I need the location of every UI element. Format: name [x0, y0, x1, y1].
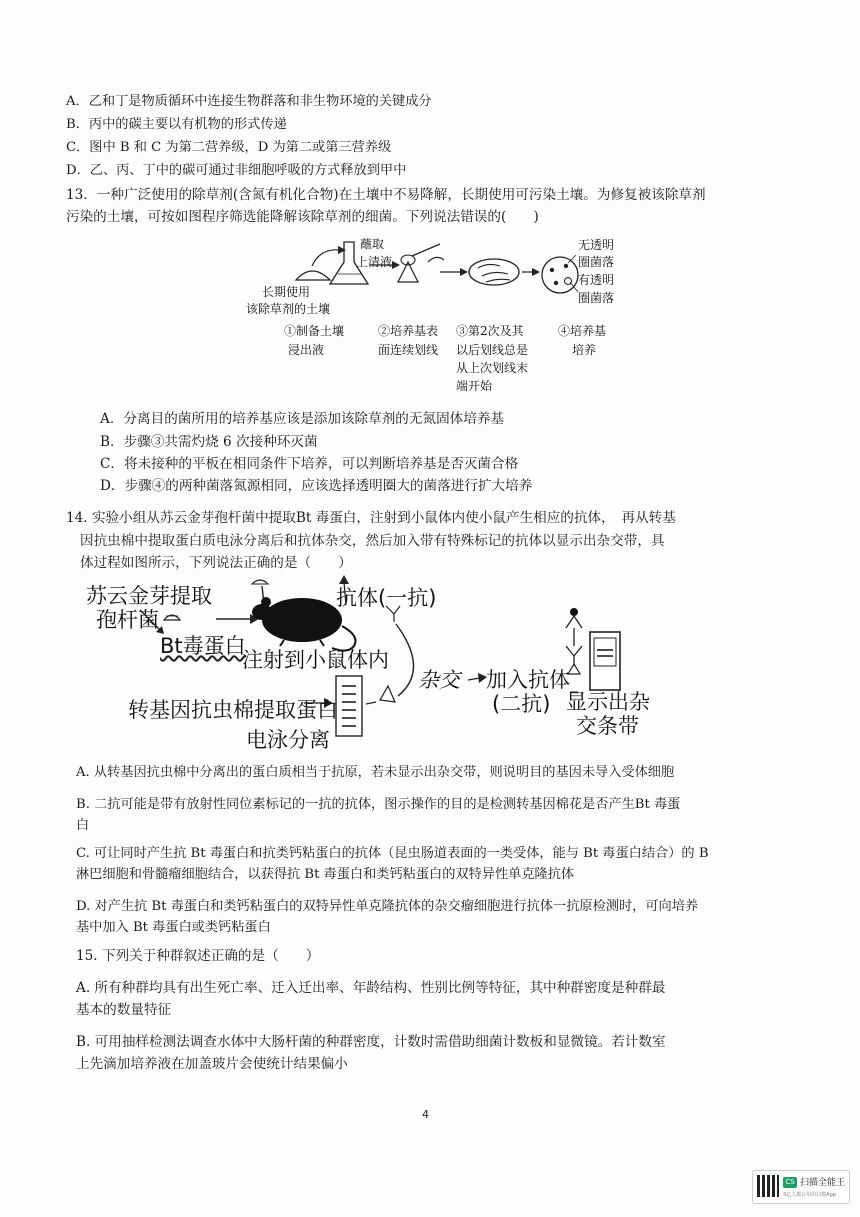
q15-option-b-line1: B. 可用抽样检测法调查水体中大肠杆菌的种群密度，计数时需借助细菌计数板和显微镜。若计数室 — [76, 1034, 666, 1050]
bacteria-label-1: 苏云金芽提取 — [86, 584, 212, 608]
step4-label-2: 培养 — [572, 343, 597, 357]
scanner-name: 扫描全能王 — [800, 1178, 846, 1188]
q12-option-a: A．乙和丁是物质循环中连接生物群落和非生物环境的关键成分 — [66, 94, 432, 109]
q13-stem-line1: 13．一种广泛使用的除草剂(含氮有机化合物)在土壤中不易降解，长期使用可污染土壤。为修复被该除草剂 — [66, 187, 706, 203]
q14-option-c-line2: 淋巴细胞和骨髓瘤细胞结合，以获得抗 Bt 毒蛋白和类钙粘蛋白的双特异性单克隆抗体 — [76, 867, 575, 882]
bacteria-label-2: 孢杆菌 — [96, 608, 159, 632]
q15-option-a-line1: A. 所有种群均具有出生死亡率、迁入迁出率、年龄结构、性别比例等特征，其中种群密度是种群最 — [76, 980, 666, 996]
page-number: 4 — [422, 1108, 429, 1121]
step1-label-2: 浸出液 — [288, 343, 325, 357]
colony-label-1: 无透明 — [578, 238, 615, 252]
colony-label-4: 圈菌落 — [578, 291, 615, 305]
q14-option-a: A. 从转基因抗虫棉中分离出的蛋白质相当于抗原，若未显示出杂交带，则说明目的基因未导入受体细胞 — [76, 765, 675, 780]
step3-label-1: ③第2次及其 — [456, 324, 524, 338]
q12-option-c: C．图中 B 和 C 为第二营养级，D 为第二或第三营养级 — [66, 140, 392, 155]
scanner-watermark — [752, 1170, 850, 1204]
q13-option-a: A．分离目的菌所用的培养基应该是添加该除草剂的无氮固体培养基 — [100, 411, 505, 427]
step1-label-1: ①制备土壤 — [284, 324, 345, 338]
camscanner-logo-icon: CS — [783, 1177, 797, 1188]
q14-option-d-line2: 基中加入 Bt 毒蛋白或类钙粘蛋白 — [76, 920, 271, 935]
q14-stem-line1: 14. 实验小组从苏云金芽孢杆菌中提取Bt 毒蛋白，注射到小鼠体内使小鼠产生相应的抗体， 再从转基 — [66, 510, 676, 526]
step4-label-1: ④培养基 — [558, 324, 607, 338]
q12-option-d: D．乙、丙、丁中的碳可通过非细胞呼吸的方式释放到甲中 — [66, 163, 407, 178]
supernatant-label-1: 蘸取 — [360, 237, 385, 251]
antibody1-label: 抗体(一抗) — [336, 586, 437, 610]
q14-option-c-line1: C. 可让同时产生抗 Bt 毒蛋白和抗类钙粘蛋白的抗体（昆虫肠道表面的一类受体，能与 Bt 毒蛋白结合）的 B — [76, 846, 709, 861]
colony-label-2: 圈菌落 — [578, 255, 615, 269]
q12-option-b: B．丙中的碳主要以有机物的形式传递 — [66, 117, 287, 132]
step3-label-2: 以后划线总是 — [456, 343, 529, 357]
gel-icon — [336, 676, 362, 736]
soil-label-2: 该除草剂的土壤 — [246, 302, 331, 316]
step2-label-2: 面连续划线 — [378, 343, 439, 357]
cotton-label-2: 电泳分离 — [246, 728, 330, 752]
colony-label-3: 有透明 — [578, 273, 615, 287]
show-band-label-1: 显示出杂 — [566, 690, 650, 714]
q15-option-b-line2: 上先滴加培养液在加盖玻片会使统计结果偏小 — [76, 1056, 348, 1072]
inject-label: 注射到小鼠体内 — [242, 648, 389, 672]
step3-label-3: 从上次划线末 — [456, 361, 529, 375]
q15-option-a-line2: 基本的数量特征 — [76, 1002, 172, 1018]
q14-stem-line2: 因抗虫棉中提取蛋白质电泳分离后和抗体杂交，然后加入带有特殊标记的抗体以显示出杂交带，具 — [80, 533, 665, 549]
q13-option-c: C．将未接种的平板在相同条件下培养，可以判断培养基是否灭菌合格 — [100, 456, 519, 472]
q13-option-b: B．步骤③共需灼烧 6 次接种环灭菌 — [100, 434, 318, 450]
cotton-label-1: 转基因抗虫棉提取蛋白 — [128, 698, 338, 722]
qr-code-icon — [757, 1175, 779, 1197]
scanner-subtitle: 3亿人都在用的扫描App — [783, 1192, 836, 1198]
add-antibody-label-2: (二抗) — [492, 692, 551, 716]
step2-label-1: ②培养基表 — [378, 324, 439, 338]
supernatant-label-2: 上清液 — [356, 255, 393, 269]
q14-option-d-line1: D. 对产生抗 Bt 毒蛋白和类钙粘蛋白的双特异性单克隆抗体的杂交瘤细胞进行抗体一抗原检测时，可向培养 — [76, 899, 699, 914]
q13-stem-line2: 污染的土壤，可按如图程序筛选能降解该除草剂的细菌。下列说法错误的( ) — [66, 209, 539, 225]
soil-label-1: 长期使用 — [262, 285, 311, 299]
show-band-label-2: 交条带 — [576, 714, 639, 738]
q14-option-b-line2: 白 — [76, 818, 90, 833]
hybrid-label: 杂交 — [418, 668, 460, 692]
q13-option-d: D．步骤④的两种菌落氮源相同，应该选择透明圈大的菌落进行扩大培养 — [100, 478, 533, 494]
add-antibody-label-1: 加入抗体 — [486, 668, 570, 692]
step3-label-4: 端开始 — [456, 379, 493, 393]
q15-stem: 15. 下列关于种群叙述正确的是（ ） — [76, 948, 320, 964]
q14-stem-line3: 体过程如图所示，下列说法正确的是（ ） — [80, 555, 352, 571]
q14-option-b-line1: B. 二抗可能是带有放射性同位素标记的一抗的抗体，图示操作的目的是检测转基因棉花是否产生Bt 毒蛋 — [76, 797, 681, 812]
bt-protein-label: Bt毒蛋白 — [160, 634, 246, 658]
